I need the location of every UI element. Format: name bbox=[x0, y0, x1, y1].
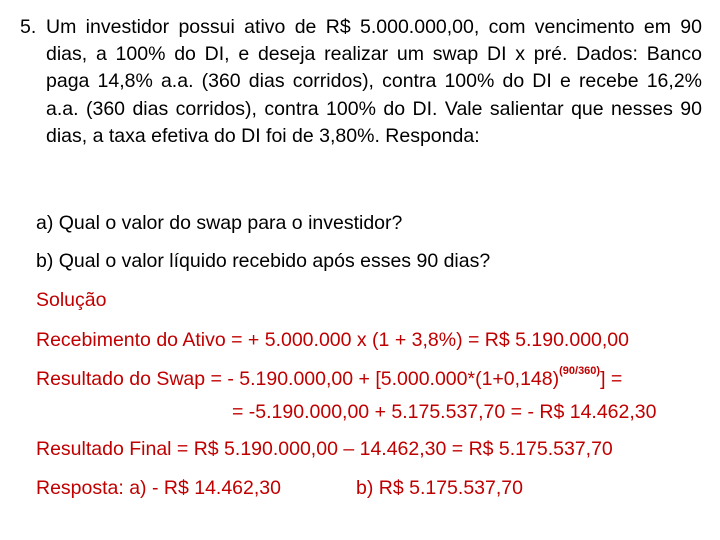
recebimento-ativo-line: Recebimento do Ativo = + 5.000.000 x (1 + 3,8%) = R$ 5.190.000,00 bbox=[36, 329, 629, 351]
swap-expression-end: ] = bbox=[600, 368, 623, 390]
swap-expression-start: Resultado do Swap = - 5.190.000,00 + [5.000.000*(1+0,148) bbox=[36, 368, 560, 390]
problem-number: 5. bbox=[20, 16, 37, 38]
resultado-swap-continuation: = -5.190.000,00 + 5.175.537,70 = - R$ 14.462,30 bbox=[232, 401, 657, 423]
resposta-b: b) R$ 5.175.537,70 bbox=[356, 477, 523, 499]
resposta-a: Resposta: a) - R$ 14.462,30 bbox=[36, 477, 281, 499]
swap-exponent: (90/360) bbox=[559, 365, 601, 377]
resultado-swap-line bbox=[36, 365, 623, 391]
problem-statement bbox=[20, 14, 702, 150]
solution-heading: Solução bbox=[36, 289, 107, 311]
question-a: a) Qual o valor do swap para o investidor? bbox=[36, 212, 403, 234]
question-b: b) Qual o valor líquido recebido após esses 90 dias? bbox=[36, 250, 491, 272]
resultado-final-line: Resultado Final = R$ 5.190.000,00 – 14.462,30 = R$ 5.175.537,70 bbox=[36, 438, 613, 460]
problem-text: Um investidor possui ativo de R$ 5.000.000,00, com vencimento em 90 dias, a 100% do DI, e deseja realizar um swap DI x pré. Dados: Banco paga 14,8% a.a. (360 dias corridos), contra 100% do DI e recebe 16,2% a.a. (360 dias corridos), contra 100% do DI. Vale salientar que nesses 90 dias, a taxa efetiva do DI foi de 3,80%. Responda: bbox=[46, 16, 702, 147]
